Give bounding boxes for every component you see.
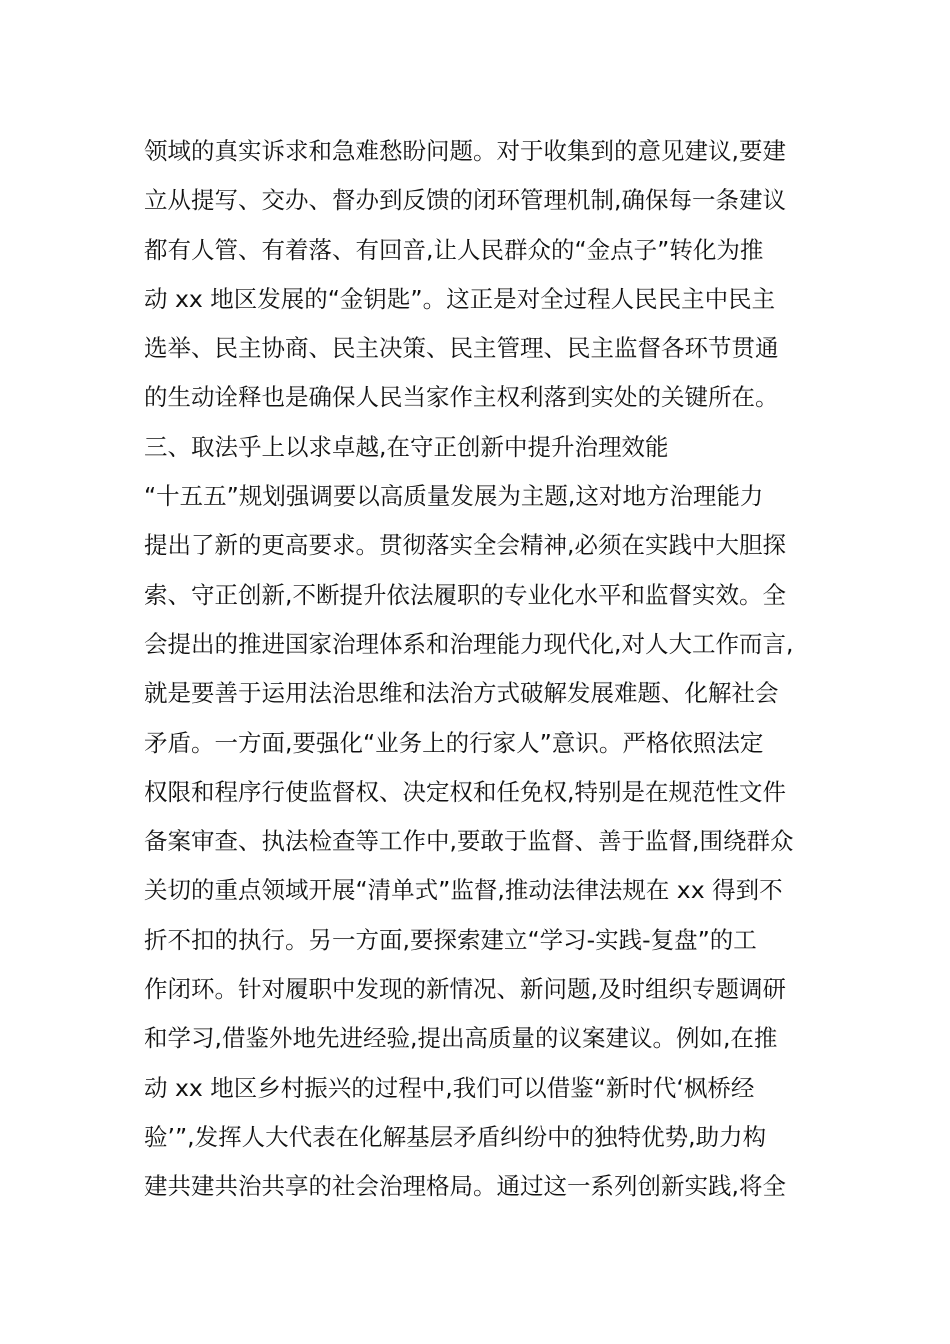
body-text-line: 作闭环。针对履职中发现的新情况、新问题,及时组织专题调研 bbox=[144, 975, 786, 1004]
body-text-line: 矛盾。一方面,要强化“业务上的行家人”意识。严格依照法定 bbox=[144, 728, 764, 757]
body-text-line: 立从提写、交办、督办到反馈的闭环管理机制,确保每一条建议 bbox=[144, 186, 786, 215]
body-text-line: 备案审查、执法检查等工作中,要敢于监督、善于监督,围绕群众 bbox=[144, 827, 794, 856]
body-text-line: 建共建共治共享的社会治理格局。通过这一系列创新实践,将全 bbox=[144, 1172, 786, 1201]
body-text-line: 索、守正创新,不断提升依法履职的专业化水平和监督实效。全 bbox=[144, 580, 786, 609]
body-text-line: 权限和程序行使监督权、决定权和任免权,特别是在规范性文件 bbox=[144, 777, 786, 806]
body-text-line: 选举、民主协商、民主决策、民主管理、民主监督各环节贯通 bbox=[144, 334, 779, 363]
document-body bbox=[144, 131, 824, 1216]
body-text-line: 关切的重点领域开展“清单式”监督,推动法律法规在 xx 得到不 bbox=[144, 876, 783, 905]
body-text-line: 会提出的推进国家治理体系和治理能力现代化,对人大工作而言, bbox=[144, 629, 794, 658]
body-text-line: 都有人管、有着落、有回音,让人民群众的“金点子”转化为推 bbox=[144, 235, 764, 264]
body-text-line: “十五五”规划强调要以高质量发展为主题,这对地方治理能力 bbox=[144, 482, 764, 511]
body-text-line: 就是要善于运用法治思维和法治方式破解发展难题、化解社会 bbox=[144, 679, 779, 708]
body-text-line: 领域的真实诉求和急难愁盼问题。对于收集到的意见建议,要建 bbox=[144, 137, 786, 165]
body-text-line: 的生动诠释也是确保人民当家作主权利落到实处的关键所在。 bbox=[144, 383, 779, 412]
body-text-line: 和学习,借鉴外地先进经验,提出高质量的议案建议。例如,在推 bbox=[144, 1024, 778, 1053]
body-text-line: 提出了新的更高要求。贯彻落实全会精神,必须在实践中大胆探 bbox=[144, 531, 786, 560]
body-text-line: 动 xx 地区乡村振兴的过程中,我们可以借鉴“新时代‘枫桥经 bbox=[144, 1073, 755, 1102]
body-text-line: 验’”,发挥人大代表在化解基层矛盾纠纷中的独特优势,助力构 bbox=[144, 1122, 767, 1151]
section-heading: 三、取法乎上以求卓越,在守正创新中提升治理效能 bbox=[144, 432, 669, 461]
body-text-line: 折不扣的执行。另一方面,要探索建立“学习-实践-复盘”的工 bbox=[144, 925, 757, 954]
body-text-line: 动 xx 地区发展的“金钥匙”。这正是对全过程人民民主中民主 bbox=[144, 284, 776, 313]
